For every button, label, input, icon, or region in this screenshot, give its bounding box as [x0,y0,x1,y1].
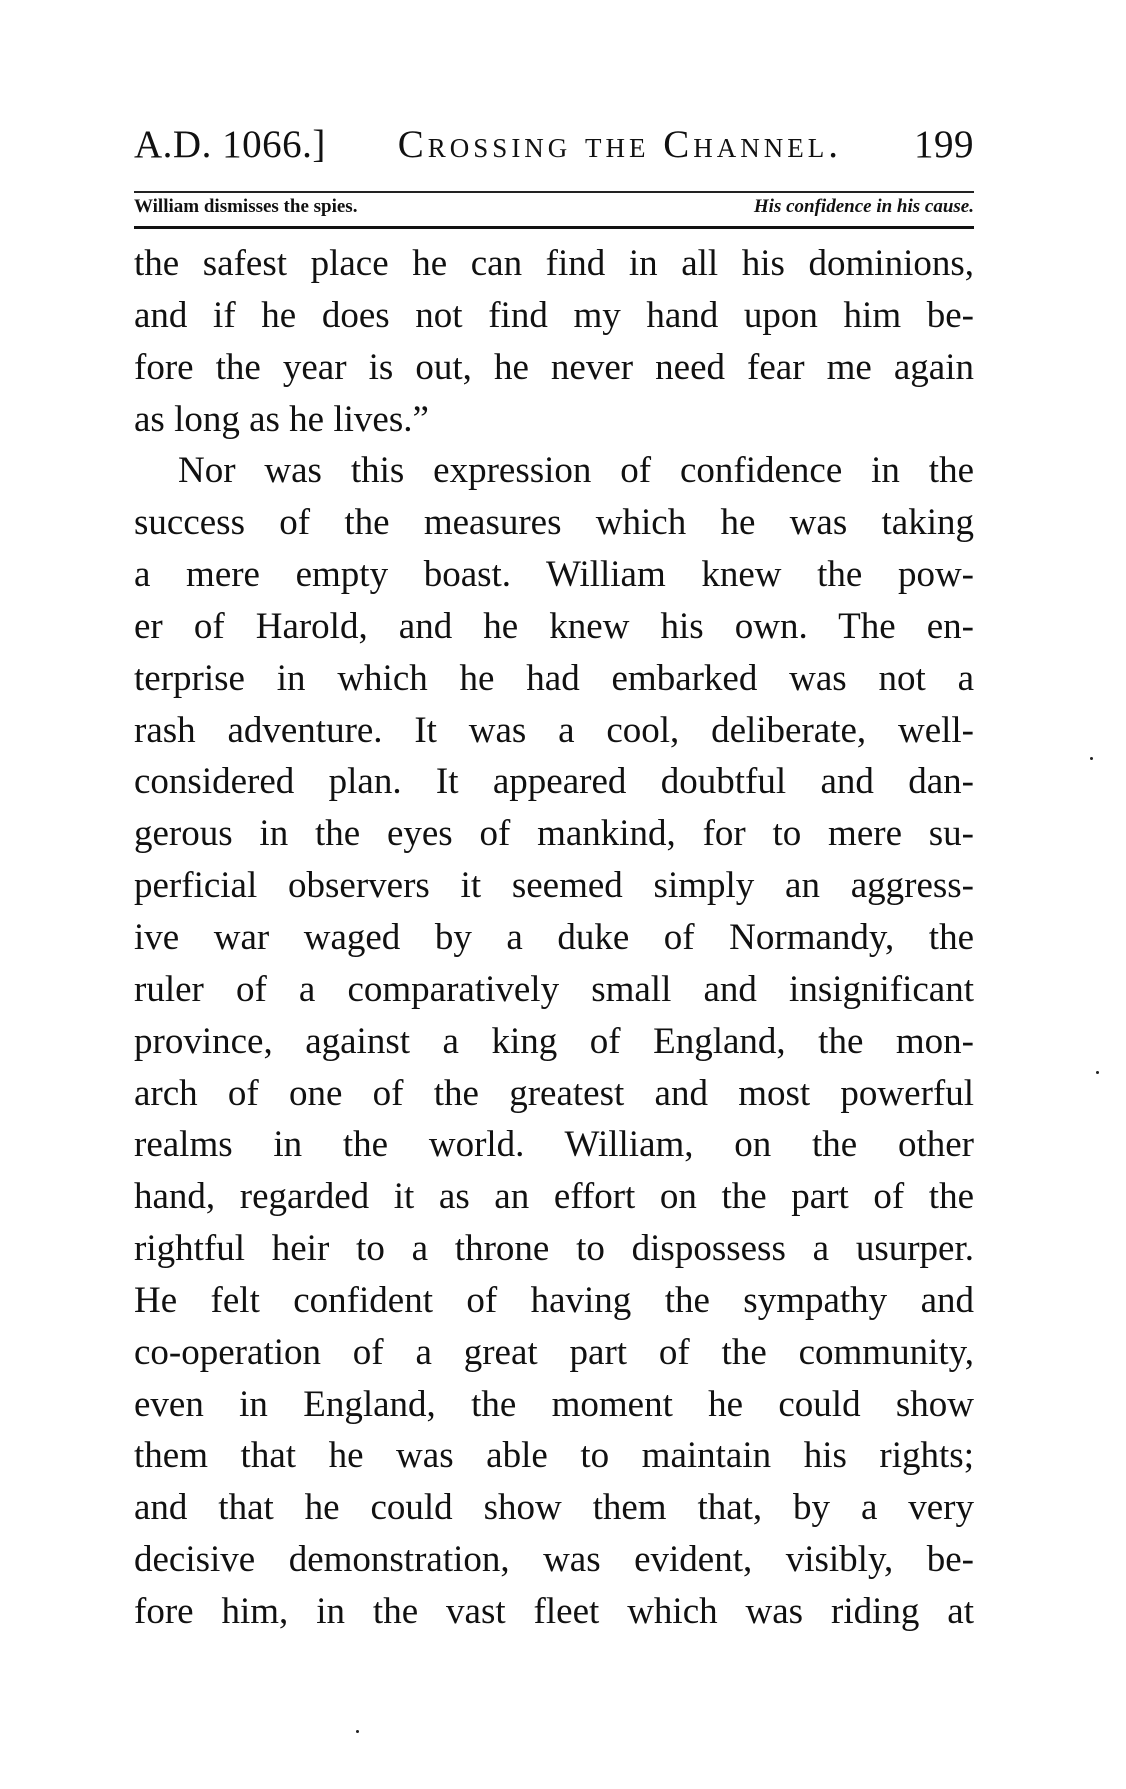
running-head [134,122,974,178]
text-line: as long as he lives.” [134,398,429,440]
text-line: er of Harold, and he knew his own. The en- [134,605,974,647]
text-line: rightful heir to a throne to dispossess a usurper. [134,1228,974,1270]
text-line: and that he could show them that, by a very [134,1487,974,1529]
text-line: province, against a king of England, the mon- [134,1020,974,1062]
header-rule [134,191,974,193]
text-line: fore the year is out, he never need fear me again [134,346,974,388]
text-line: ive war waged by a duke of Normandy, the [134,916,974,958]
text-line: even in England, the moment he could show [134,1383,974,1425]
text-line: the safest place he can find in all his dominions, [134,243,974,284]
text-line: them that he was able to maintain his rights; [134,1435,974,1477]
text-line: a mere empty boast. William knew the pow- [134,554,974,596]
text-line: success of the measures which he was taking [134,502,974,544]
book-page [134,0,974,1789]
text-line: and if he does not find my hand upon him be- [134,294,974,336]
subheading-right: His confidence in his cause. [753,196,974,217]
text-line: ruler of a comparatively small and insignificant [134,968,974,1010]
subheading-left: William dismisses the spies. [134,196,358,217]
text-line: rash adventure. It was a cool, deliberate, well- [134,709,974,751]
subheading-rule [134,226,974,229]
text-line: realms in the world. William, on the other [134,1124,974,1166]
text-line: He felt confident of having the sympathy and [134,1279,974,1321]
scan-speck [1096,1071,1099,1074]
text-line: gerous in the eyes of mankind, for to mere su- [134,813,974,855]
body-text [134,238,974,1638]
marginal-subheading [134,196,974,218]
text-line: perficial observers it seemed simply an aggress- [134,865,974,907]
header-date: A.D. 1066.] [134,123,326,166]
text-line: considered plan. It appeared doubtful and dan- [134,761,974,803]
text-line: fore him, in the vast fleet which was riding at [134,1590,974,1632]
text-line: terprise in which he had embarked was not a [134,657,974,699]
page-number: 199 [913,123,974,166]
text-line: decisive demonstration, was evident, visibly, be- [134,1539,974,1581]
text-line: co-operation of a great part of the community, [134,1331,974,1373]
text-line: hand, regarded it as an effort on the part of the [134,1176,974,1218]
chapter-title: Crossing the Channel. [397,123,843,166]
text-line: arch of one of the greatest and most powerful [134,1072,974,1114]
scan-speck [1090,757,1093,760]
text-line: Nor was this expression of confidence in the [178,450,974,492]
scan-speck [356,1730,359,1733]
